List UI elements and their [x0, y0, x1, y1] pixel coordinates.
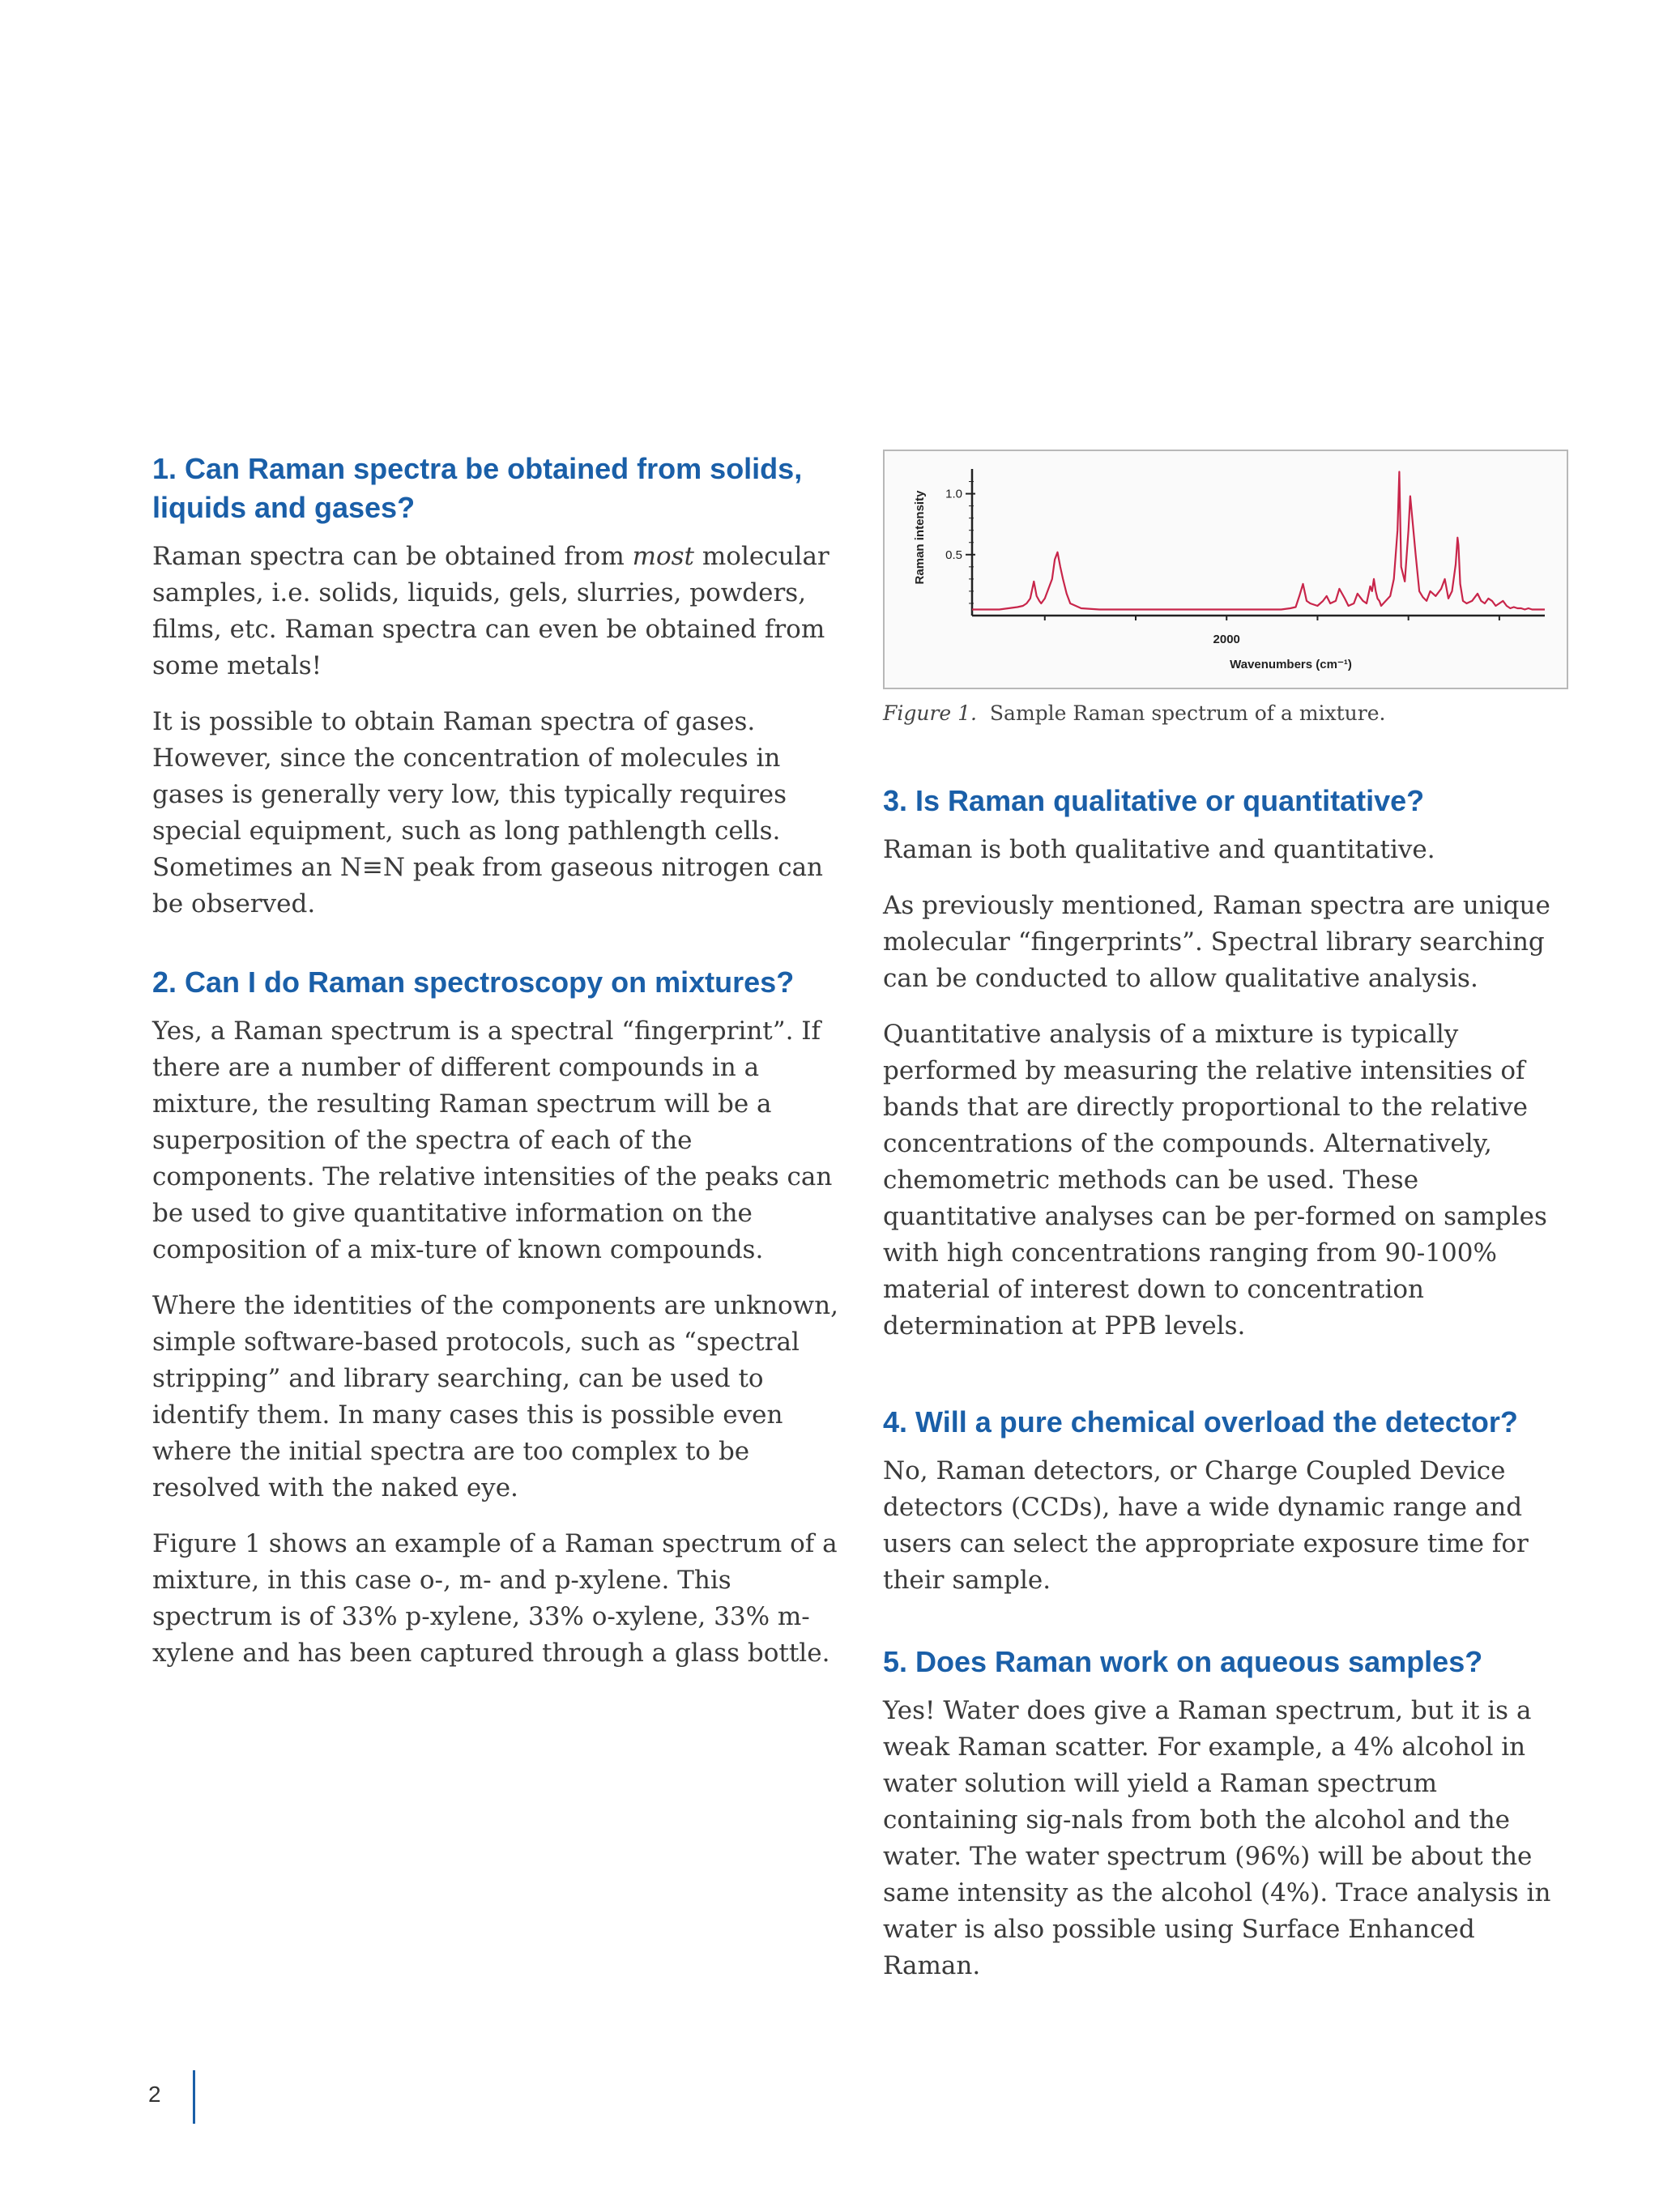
right-column — [883, 450, 1580, 2004]
left-column — [152, 450, 849, 1691]
section-3-heading: 3. Is Raman qualitative or quantitative? — [883, 784, 1425, 817]
figure-1-caption-text: Sample Raman spectrum of a mixture. — [989, 701, 1386, 725]
section-2-paragraph-1: Yes, a Raman spectrum is a spectral “fingerprint”. If there are a number of different compounds in a mixture, the resulting Raman spectrum will be a superposition of the spectra of each of the components. The relative intensities of the peaks can be used to give quantitative information on the composition of a mix-ture of known compounds. — [152, 1016, 833, 1264]
section-1-paragraph-1-start: Raman spectra can be obtained from — [152, 542, 633, 571]
section-5-heading: 5. Does Raman work on aqueous samples? — [883, 1645, 1483, 1678]
section-2-heading: 2. Can I do Raman spectroscopy on mixtures? — [152, 965, 795, 999]
section-3-paragraph-1: Raman is both qualitative and quantitative. — [883, 835, 1435, 864]
section-3-paragraph-3: Quantitative analysis of a mixture is typically performed by measuring the relative intensities of bands that are directly proportional to the relative concentrations of the compounds. Alternatively, chemometric methods can be used. These quantitative analyses can be per-formed on samples with high concentrations ranging from 90-100% material of interest down to concentration determination at PPB levels. — [883, 1020, 1547, 1340]
section-1-paragraph-1 — [152, 539, 849, 684]
section-5-paragraph-1: Yes! Water does give a Raman spectrum, but it is a weak Raman scatter. For example, a 4% alcohol in water solution will yield a Raman spectrum containing sig-nals from both the alcohol and the water. The water spectrum (96%) will be about the same intensity as the alcohol (4%). Trace analysis in water is also possible using Surface Enhanced Raman. — [883, 1696, 1551, 1980]
y-tick-label: 1.0 — [945, 487, 962, 501]
section-2-paragraph-3: Figure 1 shows an example of a Raman spectrum of a mixture, in this case o-, m- and p-xylene. This spectrum is of 33% p-xylene, 33% o-xylene, 33% m-xylene and has been captured through a glass bottle. — [152, 1529, 838, 1668]
page-number: 2 — [148, 2082, 161, 2107]
figure-1-caption — [883, 697, 1580, 730]
section-3-paragraph-2: As previously mentioned, Raman spectra are unique molecular “fingerprints”. Spectral library searching can be conducted to allow qualitative analysis. — [883, 891, 1550, 993]
section-4-heading: 4. Will a pure chemical overload the detector? — [883, 1405, 1518, 1438]
section-1-heading: 1. Can Raman spectra be obtained from solids, liquids and gases? — [152, 452, 803, 524]
section-1-emphasis: most — [632, 542, 695, 571]
x-axis-label: Wavenumbers (cm⁻¹) — [1230, 658, 1352, 671]
spectrum-series-line — [972, 472, 1545, 610]
figure-1-spectrum — [883, 450, 1568, 689]
section-1-paragraph-1-end: molecular samples, i.e. solids, liquids, gels, slurries, powders, films, etc. Raman spectra can even be obtained from some metals! — [152, 542, 830, 680]
y-axis-label: Raman intensity — [913, 490, 927, 585]
section-1-paragraph-2: It is possible to obtain Raman spectra of gases. However, since the concentration of molecules in gases is generally very low, this typically requires special equipment, such as long pathlength cells. Sometimes an N≡N peak from gaseous nitrogen can be observed. — [152, 707, 824, 918]
y-tick-label: 0.5 — [945, 548, 962, 562]
section-2-paragraph-2: Where the identities of the components are unknown, simple software-based protocols, such as “spectral stripping” and library searching, can be used to identify them. In many cases this is possible even where the initial spectra are too complex to be resolved with the naked eye. — [152, 1291, 838, 1502]
figure-1-caption-label: Figure 1. — [883, 701, 977, 725]
page-number-rule — [193, 2070, 195, 2124]
section-4-paragraph-1: No, Raman detectors, or Charge Coupled Device detectors (CCDs), have a wide dynamic range and users can select the appropriate exposure time for their sample. — [883, 1456, 1529, 1595]
spectrum-chart — [885, 451, 1567, 688]
x-tick-label: 2000 — [1213, 633, 1240, 646]
